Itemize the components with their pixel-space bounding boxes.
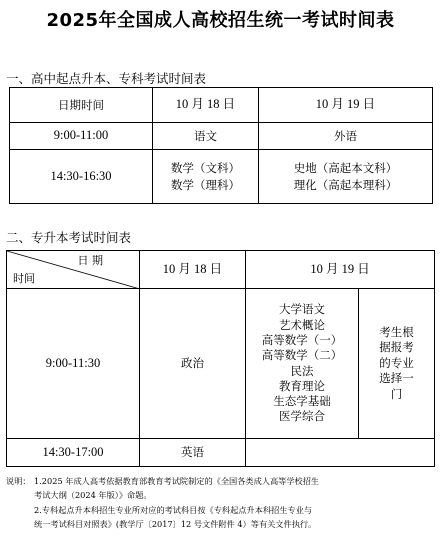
subject: 大学语文 [279, 302, 325, 317]
subject: 生态学基础 [273, 394, 331, 409]
subject-note [359, 289, 435, 439]
note-item-1: 1.2025 年成人高考依据教育部教育考试院制定的《全国各类成人高等学校招生 [34, 476, 320, 486]
note-line: 考生根 [379, 324, 414, 339]
subject-cell [259, 123, 433, 150]
time-cell: 9:00-11:30 [7, 289, 140, 439]
subject-cell [259, 150, 433, 204]
time-cell: 9:00-11:00 [10, 123, 153, 150]
note-line: 选择一 [379, 371, 414, 386]
header-date-time [7, 251, 140, 289]
subject-list [246, 289, 359, 439]
subject: 外语 [334, 128, 357, 143]
header-day2: 10 月 19 日 [246, 251, 435, 289]
note-line: 门 [390, 386, 403, 401]
notes-label: 说明： [6, 476, 31, 486]
section2-table [6, 250, 435, 467]
subject: 高等数学（二） [261, 348, 343, 363]
time-cell: 14:30-17:00 [7, 439, 140, 467]
subject: 民法 [290, 363, 314, 378]
subject: 教育理论 [279, 378, 325, 393]
subject: 数学（文科） [171, 161, 240, 176]
subject: 艺术概论 [279, 317, 325, 332]
note-line: 的专业 [379, 355, 414, 370]
note-line: 据报考 [379, 340, 414, 355]
note-item-1-cont: 考试大纲（2024 年版）》命题。 [34, 490, 152, 501]
header-day1: 10 月 18 日 [140, 251, 246, 289]
subject: 语文 [194, 128, 217, 143]
notes [6, 474, 436, 531]
page-title: 2025年全国成人高校招生统一考试时间表 [46, 10, 395, 31]
subject-cell [246, 439, 435, 467]
note-item-2: 2.专科起点升本科招生专业所对应的考试科目按《专科起点升本科招生专业与 [34, 504, 313, 515]
header-date: 日 期 [77, 254, 103, 267]
subject-cell: 政治 [140, 289, 246, 439]
subject: 理化（高起本理科） [293, 177, 398, 192]
section1-table [9, 87, 433, 204]
header-time: 时间 [13, 271, 35, 285]
subject: 医学综合 [279, 409, 325, 424]
header-day2: 10 月 19 日 [259, 88, 433, 123]
subject: 高等数学（一） [261, 332, 343, 347]
subject-cell [153, 123, 259, 150]
header-date-time: 日期时间 [10, 88, 153, 123]
note-item-2-cont: 统一考试科目对照表》(教学厅〔2017〕12 号文件附件 4）等有关文件执行。 [34, 519, 317, 530]
header-day1: 10 月 18 日 [153, 88, 259, 123]
subject-cell [153, 150, 259, 204]
section2-heading: 二、专升本考试时间表 [6, 230, 132, 245]
subject-cell: 英语 [140, 439, 246, 467]
section1-heading: 一、高中起点升本、专科考试时间表 [6, 71, 207, 86]
time-cell: 14:30-16:30 [10, 150, 153, 204]
subject: 数学（理科） [171, 177, 240, 192]
subject: 史地（高起本文科） [293, 161, 398, 176]
